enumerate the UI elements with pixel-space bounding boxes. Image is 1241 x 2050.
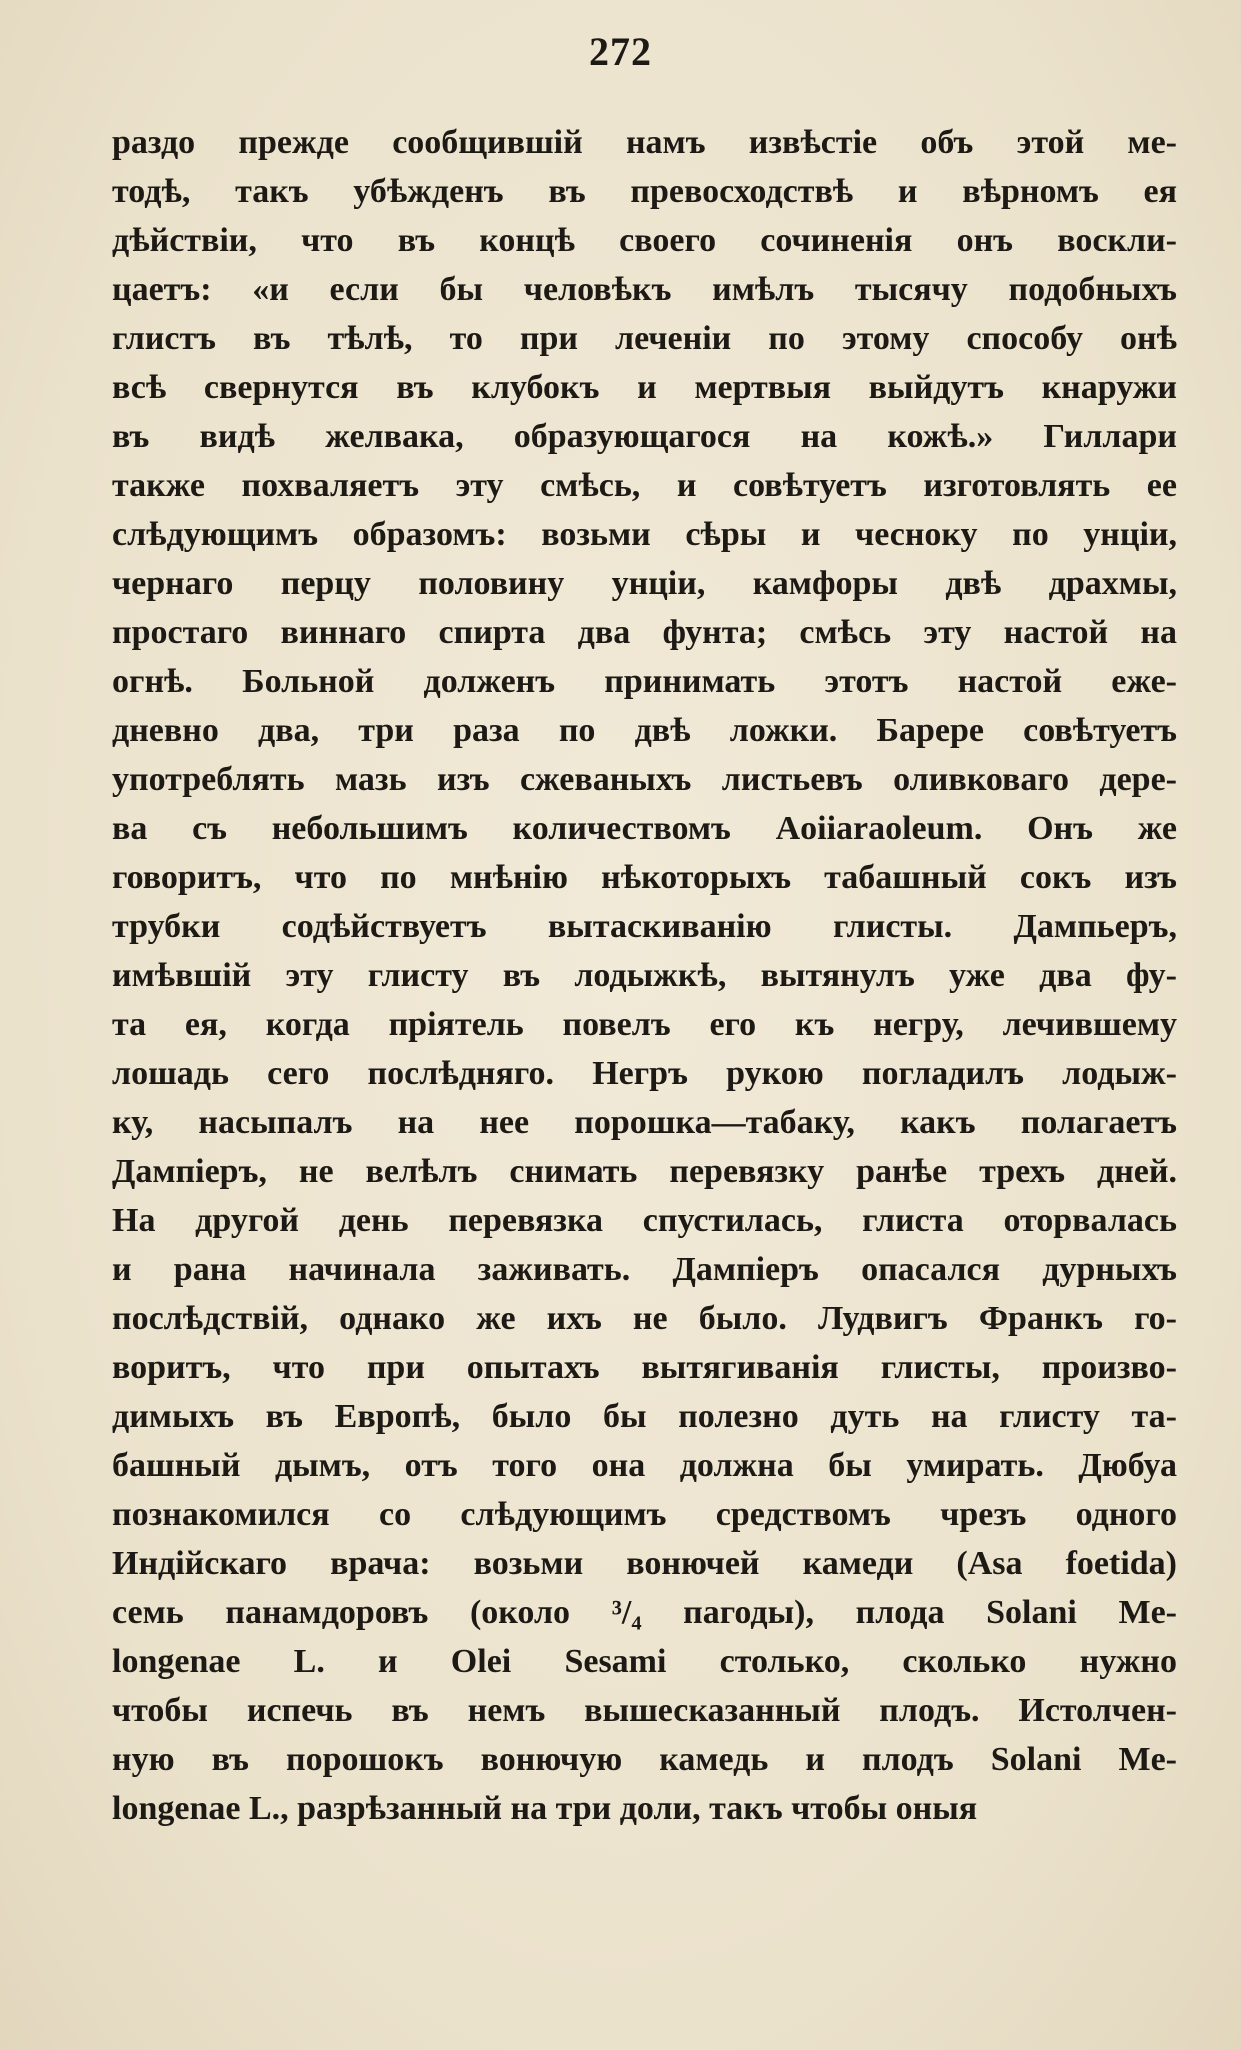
text-line: простаго виннаго спирта два фунта; смѣсь эту настой на bbox=[112, 614, 1177, 651]
text-line: longenae L., разрѣзанный на три доли, такъ чтобы оныя bbox=[112, 1790, 978, 1827]
text-line: семь панамдоровъ (около ³/₄ пагоды), плода Solani Me- bbox=[112, 1594, 1177, 1631]
text-line: дѣйствіи, что въ концѣ своего сочиненія онъ воскли- bbox=[112, 222, 1177, 259]
text-line: употреблять мазь изъ сжеваныхъ листьевъ оливковаго дере- bbox=[112, 761, 1177, 798]
text-line: послѣдствій, однако же ихъ не было. Лудвигъ Франкъ го- bbox=[112, 1300, 1177, 1337]
text-line: познакомился со слѣдующимъ средствомъ чрезъ одного bbox=[112, 1496, 1177, 1533]
text-line: та ея, когда пріятель повелъ его къ негру, лечившему bbox=[112, 1006, 1177, 1043]
text-line: говоритъ, что по мнѣнію нѣкоторыхъ табашный сокъ изъ bbox=[112, 859, 1177, 896]
text-line: ва съ небольшимъ количествомъ Aoiiaraoleum. Онъ же bbox=[112, 810, 1177, 847]
text-line: тодѣ, такъ убѣжденъ въ превосходствѣ и вѣрномъ ея bbox=[112, 173, 1177, 210]
text-line: всѣ свернутся въ клубокъ и мертвыя выйдутъ кнаружи bbox=[112, 369, 1177, 406]
text-line: чернаго перцу половину унціи, камфоры двѣ драхмы, bbox=[112, 565, 1177, 602]
text-line: имѣвшій эту глисту въ лодыжкѣ, вытянулъ уже два фу- bbox=[112, 957, 1177, 994]
text-line: слѣдующимъ образомъ: возьми сѣры и чесноку по унціи, bbox=[112, 516, 1177, 553]
text-line: башный дымъ, отъ того она должна бы умирать. Дюбуа bbox=[112, 1447, 1177, 1484]
text-line: раздо прежде сообщившій намъ извѣстіе объ этой ме- bbox=[112, 124, 1177, 161]
text-line: глистъ въ тѣлѣ, то при леченіи по этому способу онѣ bbox=[112, 320, 1177, 357]
text-line: longenae L. и Olei Sesami столько, сколько нужно bbox=[112, 1643, 1177, 1680]
text-line: чтобы испечь въ немъ вышесказанный плодъ. Истолчен- bbox=[112, 1692, 1177, 1729]
text-line: димыхъ въ Европѣ, было бы полезно дуть на глисту та- bbox=[112, 1398, 1177, 1435]
text-line: и рана начинала заживать. Дампіеръ опасался дурныхъ bbox=[112, 1251, 1177, 1288]
text-line: также похваляетъ эту смѣсь, и совѣтуетъ изготовлять ее bbox=[112, 467, 1177, 504]
text-line: огнѣ. Больной долженъ принимать этотъ настой еже- bbox=[112, 663, 1177, 700]
page-number: 272 bbox=[589, 29, 652, 74]
text-line: лошадь сего послѣдняго. Негръ рукою погладилъ лодыж- bbox=[112, 1055, 1177, 1092]
text-line: дневно два, три раза по двѣ ложки. Барере совѣтуетъ bbox=[112, 712, 1177, 749]
text-line: трубки содѣйствуетъ вытаскиванію глисты. Дампьеръ, bbox=[112, 908, 1177, 945]
text-line: ку, насыпалъ на нее порошка—табаку, какъ полагаетъ bbox=[112, 1104, 1177, 1141]
text-line: цаетъ: «и если бы человѣкъ имѣлъ тысячу подобныхъ bbox=[112, 271, 1177, 308]
text-line: воритъ, что при опытахъ вытягиванія глисты, произво- bbox=[112, 1349, 1177, 1386]
text-line: Индійскаго врача: возьми вонючей камеди (Asa foetida) bbox=[112, 1545, 1177, 1582]
body-text bbox=[112, 118, 1177, 1833]
text-line: Дампіеръ, не велѣлъ снимать перевязку ранѣе трехъ дней. bbox=[112, 1153, 1177, 1190]
text-line: въ видѣ желвака, образующагося на кожѣ.» Гиллари bbox=[112, 418, 1177, 455]
text-line: На другой день перевязка спустилась, глиста оторвалась bbox=[112, 1202, 1177, 1239]
text-line: ную въ порошокъ вонючую камедь и плодъ Solani Me- bbox=[112, 1741, 1177, 1778]
